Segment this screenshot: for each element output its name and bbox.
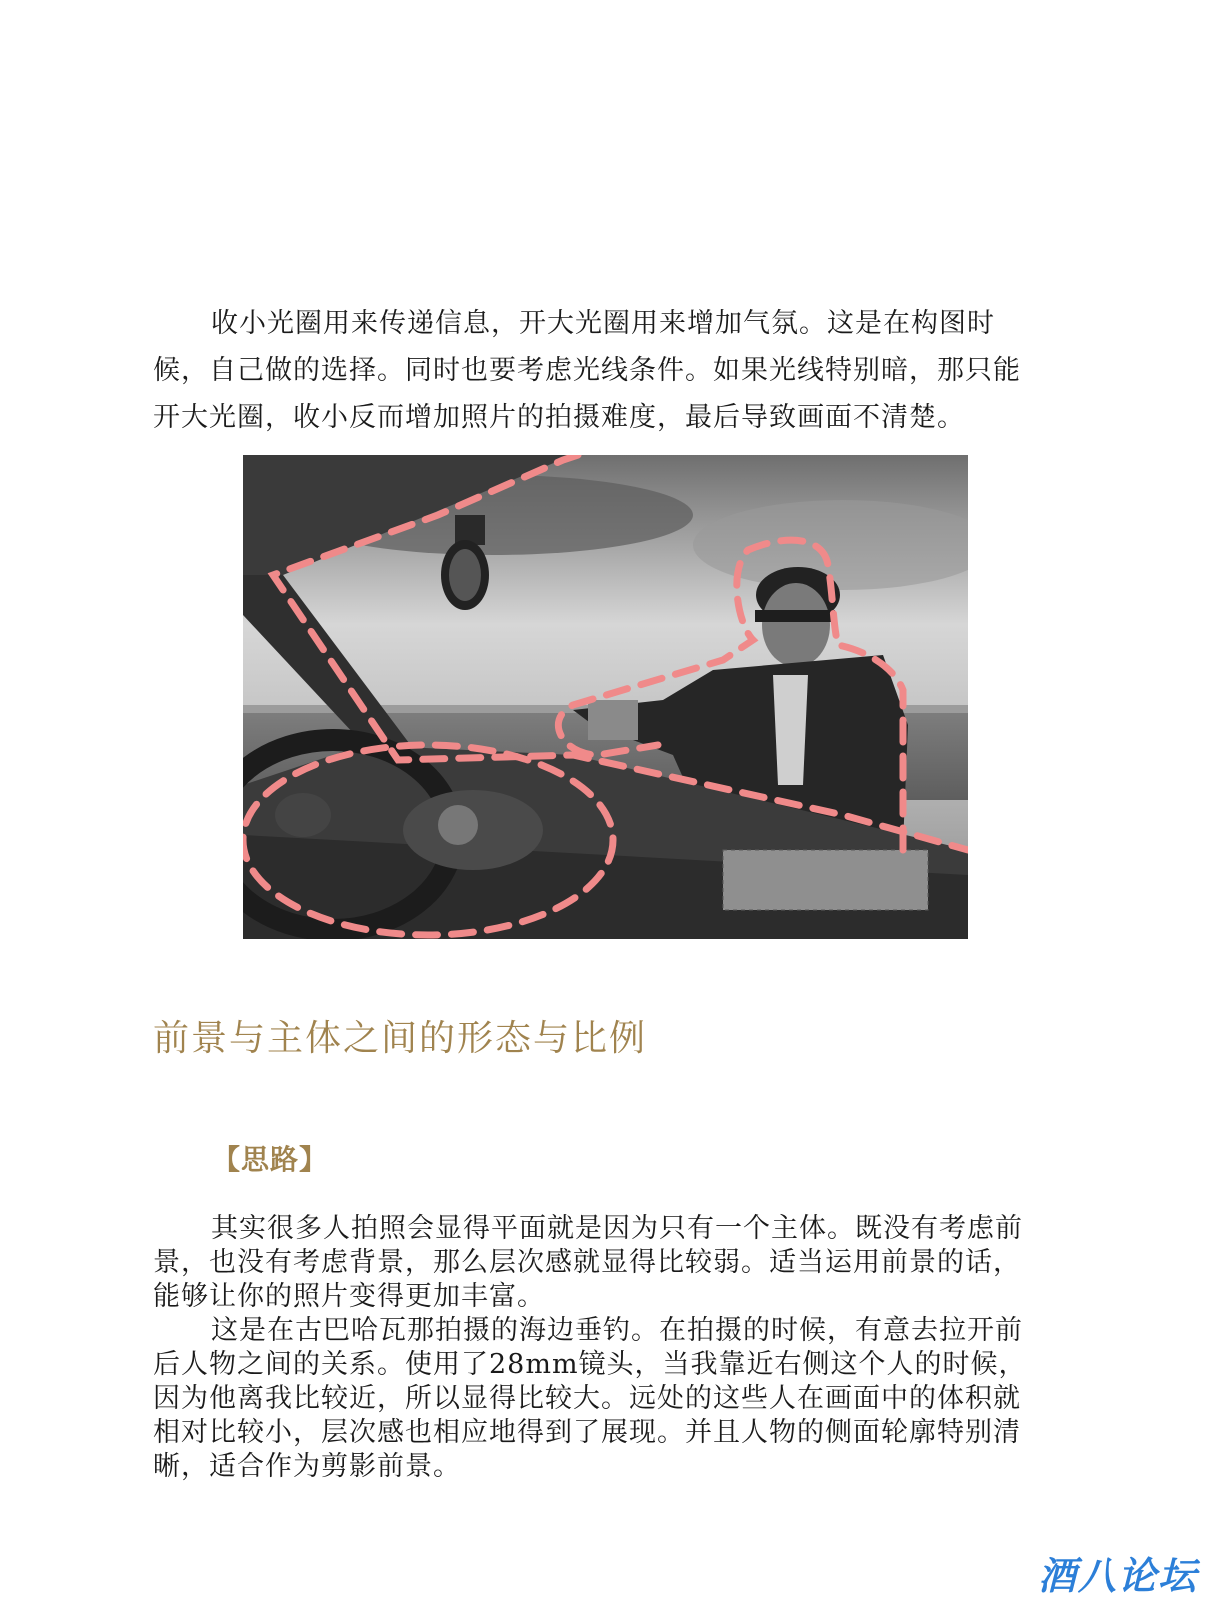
photo-illustration	[243, 455, 968, 939]
idea-label: 【思路】	[212, 1143, 329, 1176]
forum-watermark: 酒八论坛	[1037, 1554, 1198, 1598]
tissue-box	[723, 850, 928, 910]
photo-windshield-man	[243, 455, 968, 939]
section-heading: 前景与主体之间的形态与比例	[153, 1018, 648, 1059]
idea-paragraph: 其实很多人拍照会显得平面就是因为只有一个主体。既没有考虑前景，也没有考虑背景，那么层次感就显得比较弱。适当运用前景的话，能够让你的照片变得更加丰富。	[153, 1213, 1023, 1312]
havana-paragraph: 这是在古巴哈瓦那拍摄的海边垂钓。在拍摄的时候，有意去拉开前后人物之间的关系。使用了28mm镜头，当我靠近右侧这个人的时候，因为他离我比较近，所以显得比较大。远处的这些人在画面中的体积就相对比较小，层次感也相应地得到了展现。并且人物的侧面轮廓特别清晰，适合作为剪影前景。	[153, 1315, 1027, 1482]
intro-paragraph: 收小光圈用来传递信息，开大光圈用来增加气氛。这是在构图时候，自己做的选择。同时也要考虑光线条件。如果光线特别暗，那只能开大光圈，收小反而增加照片的拍摄难度，最后导致画面不清楚。	[153, 308, 1021, 433]
